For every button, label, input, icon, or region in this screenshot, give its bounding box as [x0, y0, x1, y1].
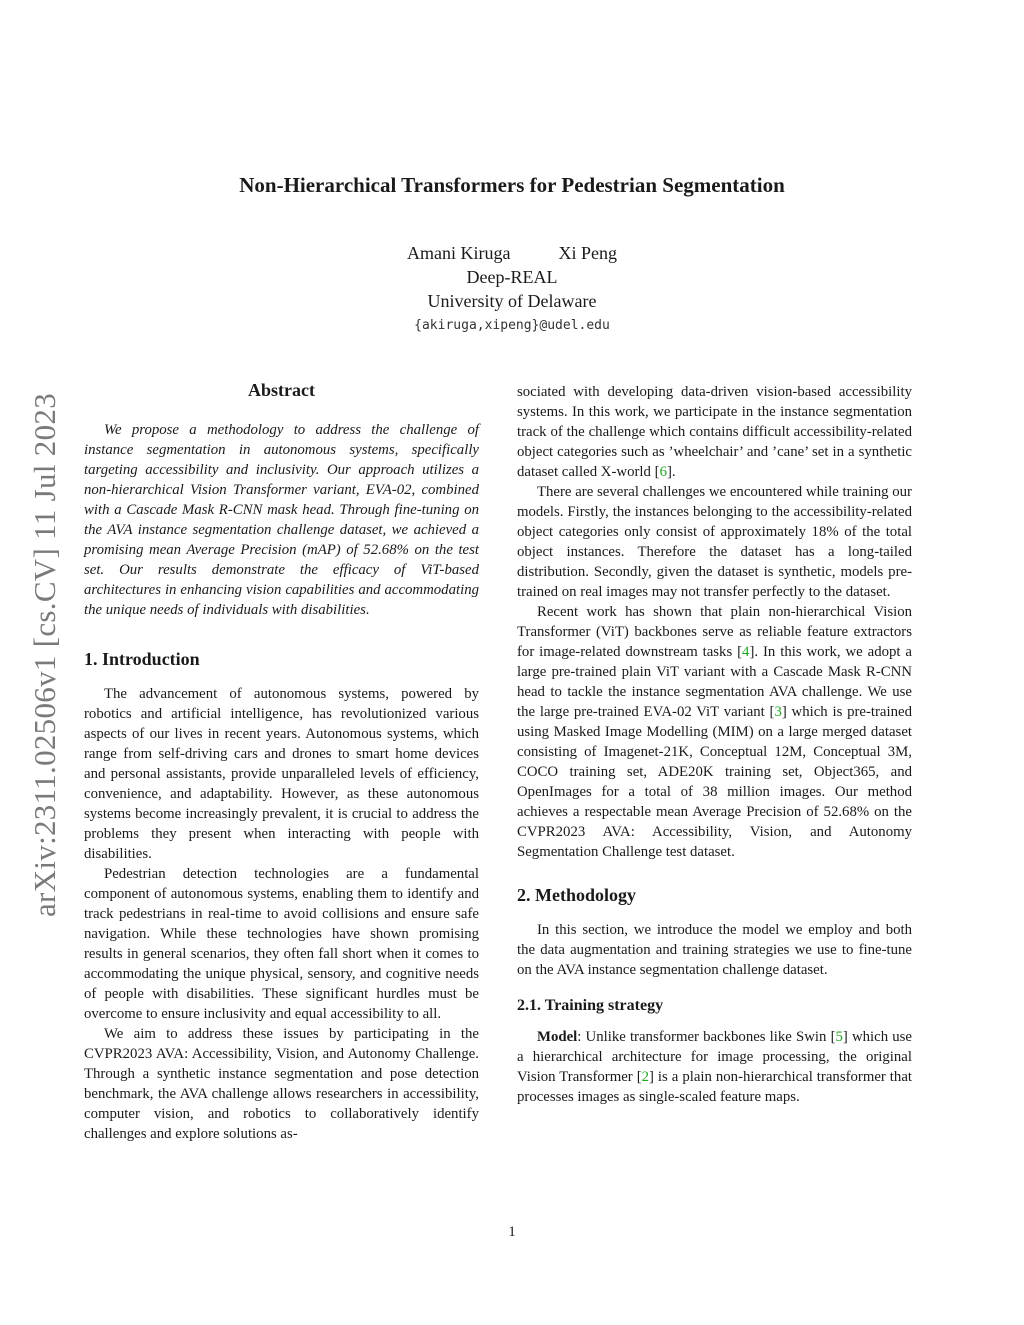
paragraph-text: : Unlike transformer backbones like Swin [ — [577, 1029, 836, 1045]
run-in-heading: Model — [537, 1029, 578, 1045]
section-heading-introduction: 1. Introduction — [84, 649, 200, 669]
section-heading-methodology: 2. Methodology — [517, 885, 636, 905]
paragraph-text: sociated with developing data-driven vision-based accessibility systems. In this work, we participate in the instance segmentation track of the challenge which contains difficult accessibility-related object categories such as ’wheelchair’ and ’cane’ set in a synthetic dataset called X-world [ — [517, 384, 912, 480]
paragraph: There are several challenges we encountered while training our models. Firstly, the instances belonging to the accessibility-related object categories only consist of approximately 18% of the total object instances. Therefore the dataset has a long-tailed distribution. Secondly, given the dataset is synthetic, models pre-trained on real images may not transfer perfectly to the dataset. — [517, 484, 912, 600]
affiliation-lab: Deep-REAL — [466, 267, 558, 287]
paper-title: Non-Hierarchical Transformers for Pedestrian Segmentation — [239, 173, 785, 197]
paragraph — [517, 602, 912, 862]
paragraph-text: ] which use a hierarchical architecture for image processing, the original Vision Transformer [ — [517, 1029, 912, 1085]
paragraph: Pedestrian detection technologies are a fundamental component of autonomous systems, enabling them to identify and track pedestrians in real-time to avoid collisions and ensure safe navigation. While these technologies have shown promising results in general scenarios, they often fall short when it comes to accommodating the unique physical, sensory, and cognitive needs of people with disabilities. These significant hurdles must be overcome to ensure inclusivity and equal accessibility to all. — [84, 866, 479, 1022]
author-names — [0, 241, 1024, 265]
author-block — [0, 241, 1024, 339]
paragraph — [517, 1027, 912, 1107]
affiliation-university: University of Delaware — [427, 291, 597, 311]
author-name: Amani Kiruga — [407, 243, 511, 263]
arxiv-identifier: arXiv:2311.02506v1 [cs.CV] 11 Jul 2023 — [27, 392, 62, 918]
author-name: Xi Peng — [558, 243, 617, 263]
paragraph: We aim to address these issues by participating in the CVPR2023 AVA: Accessibility, Vision, and Autonomy Challenge. Through a synthetic instance segmentation and pose detection benchmark, the AVA challenge allows researchers in accessibility, computer vision, and robotics to collaboratively identify challenges and explore solutions as- — [84, 1026, 479, 1142]
left-column — [84, 380, 479, 1144]
citation-link[interactable]: 5 — [835, 1029, 843, 1045]
paragraph: In this section, we introduce the model we employ and both the data augmentation and training strategies we use to fine-tune on the AVA instance segmentation challenge dataset. — [517, 922, 912, 978]
paragraph: The advancement of autonomous systems, powered by robotics and artificial intelligence, has revolutionized various aspects of our lives in recent years. Autonomous systems, which range from self-driving cars and drones to smart home devices and personal assistants, provide unparalleled levels of efficiency, convenience, and adaptability. However, as these autonomous systems become increasingly prevalent, it is crucial to address the problems they present when interacting with people with disabilities. — [84, 686, 479, 862]
citation-link[interactable]: 4 — [742, 644, 750, 660]
citation-link[interactable]: 3 — [774, 704, 782, 720]
paragraph-text: ]. In this work, we adopt a large pre-trained plain ViT variant with a Cascade Mask R-CNN head to tackle the instance segmentation AVA challenge. We use the large pre-trained EVA-02 ViT variant [ — [517, 644, 912, 720]
paragraph-text: ]. — [666, 464, 676, 480]
paragraph-text: ] which is pre-trained using Masked Image Modelling (MIM) on a large merged dataset consisting of Imagenet-21K, Conceptual 12M, Conceptual 3M, COCO training set, ADE20K training set, Object365, and OpenImages for a total of 38 million images. Our method achieves a respectable mean Average Precision of 52.68% on the CVPR2023 AVA: Accessibility, Vision, and Autonomy Segmentation Challenge test dataset. — [517, 704, 912, 860]
paragraph-text: Recent work has shown that plain non-hierarchical Vision Transformer (ViT) backbones serve as reliable feature extractors for image-related downstream tasks [ — [517, 604, 912, 660]
citation-link[interactable]: 6 — [659, 464, 667, 480]
paragraph-text: ] is a plain non-hierarchical transformer that processes images as single-scaled feature maps. — [517, 1069, 912, 1105]
right-column — [517, 382, 912, 1107]
abstract-heading: Abstract — [248, 380, 315, 400]
subsection-heading-training-strategy: 2.1. Training strategy — [517, 997, 664, 1014]
paragraph — [517, 382, 912, 482]
citation-link[interactable]: 2 — [641, 1069, 650, 1085]
page-number: 1 — [508, 1224, 516, 1240]
author-emails: {akiruga,xipeng}@udel.edu — [414, 318, 610, 333]
abstract-text: We propose a methodology to address the challenge of instance segmentation in autonomous systems, specifically targeting accessibility and inclusivity. Our approach utilizes a non-hierarchical Vision Transformer variant, EVA-02, combined with a Cascade Mask R-CNN mask head. Through fine-tuning on the AVA instance segmentation challenge dataset, we achieved a promising mean Average Precision (mAP) of 52.68% on the test set. Our results demonstrate the efficacy of ViT-based architectures in enhancing vision capabilities and accommodating the unique needs of individuals with disabilities. — [84, 422, 479, 618]
arxiv-sidebar — [22, 365, 68, 945]
